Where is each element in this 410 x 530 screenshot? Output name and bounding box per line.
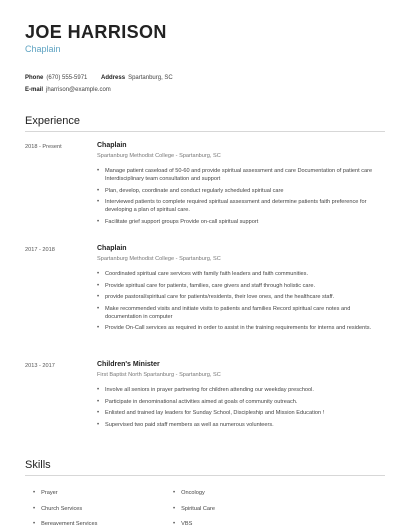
bullet-text: Interviewed patients to complete required spiritual assessment and determine patients faith preference for developing a plan of spiritual care. xyxy=(105,199,367,213)
email-value: jharrison@example.com xyxy=(46,87,111,93)
skill-text: VBS xyxy=(181,521,193,527)
bullet-text: Make recommended visits and initiate visits to patients and families Record spiritual care notes and documentation in computer xyxy=(105,305,351,320)
bullet-item xyxy=(97,324,387,332)
bullet-item xyxy=(97,293,387,301)
contact-line-2 xyxy=(25,87,111,93)
bullet-icon: • xyxy=(173,506,176,512)
bullet-icon: • xyxy=(97,305,100,312)
skill-text: Spiritual Care xyxy=(181,506,215,512)
skill-text: Church Services xyxy=(41,506,83,512)
bullet-item xyxy=(97,218,387,226)
bullet-icon: • xyxy=(173,521,176,527)
job-bullets xyxy=(97,167,387,229)
bullet-item xyxy=(97,270,387,278)
skills-heading: Skills xyxy=(25,459,51,471)
bullet-text: Provide spiritual care for patients, families, care givers and staff through holistic care. xyxy=(105,282,316,289)
phone-value: (670) 555-5971 xyxy=(46,75,88,81)
bullet-item xyxy=(97,386,387,394)
job-role: Chaplain xyxy=(97,142,127,149)
bullet-text: Manage patient caseload of 50-60 and provide spiritual assessment and care Documentation of patient care Interdisciplinary team consultation and support xyxy=(105,168,373,182)
bullet-icon: • xyxy=(173,490,176,496)
bullet-item xyxy=(97,198,387,214)
bullet-icon: • xyxy=(97,168,100,174)
skill-item xyxy=(33,521,97,527)
bullet-icon: • xyxy=(97,421,100,428)
bullet-icon: • xyxy=(97,218,100,225)
bullet-icon: • xyxy=(97,387,100,393)
bullet-text: provide pastoral/spiritual care for patients/residents, their love ones, and the healthcare staff. xyxy=(105,294,335,300)
bullet-icon: • xyxy=(33,490,36,496)
bullet-icon: • xyxy=(97,271,100,277)
bullet-item xyxy=(97,421,387,429)
bullet-icon: • xyxy=(97,282,100,289)
bullet-icon: • xyxy=(97,325,100,331)
bullet-item xyxy=(97,187,387,195)
bullet-text: Participate in denominational activities aimed at goals of community outreach. xyxy=(105,398,298,405)
job-dates: 2017 - 2018 xyxy=(25,247,55,253)
bullet-item xyxy=(97,282,387,290)
job-organization: Spartanburg Methodist College - Spartanburg, SC xyxy=(97,153,221,159)
phone-label: Phone xyxy=(25,75,44,81)
skill-item xyxy=(33,490,58,496)
job-dates: 2013 - 2017 xyxy=(25,363,55,369)
bullet-item xyxy=(97,398,387,406)
skill-item xyxy=(173,521,192,527)
job-role: Chaplain xyxy=(97,245,127,252)
candidate-name: JOE HARRISON xyxy=(25,22,167,42)
skill-text: Bereavement Services xyxy=(41,521,98,527)
experience-divider xyxy=(25,131,385,132)
bullet-item xyxy=(97,305,387,321)
job-dates: 2018 - Present xyxy=(25,144,62,150)
job-title: Chaplain xyxy=(25,44,61,54)
bullet-icon: • xyxy=(33,521,36,527)
bullet-icon: • xyxy=(97,410,100,416)
bullet-icon: • xyxy=(97,398,100,405)
bullet-icon: • xyxy=(97,187,100,194)
bullet-icon: • xyxy=(97,294,100,300)
skill-item xyxy=(173,506,215,512)
bullet-text: Plan, develop, coordinate and conduct regularly scheduled spiritual care xyxy=(105,187,284,194)
bullet-text: Enlisted and trained lay leaders for Sunday School, Discipleship and Mission Education ! xyxy=(105,410,325,416)
skill-item xyxy=(33,506,82,512)
skill-text: Prayer xyxy=(41,490,58,496)
bullet-item xyxy=(97,409,387,417)
job-organization: First Baptist North Spartanburg - Spartanburg, SC xyxy=(97,372,221,378)
experience-heading: Experience xyxy=(25,115,81,127)
bullet-text: Provide On-Call services as required in order to assist in the training requirements for interns and residents. xyxy=(105,325,372,331)
job-bullets xyxy=(97,386,387,432)
bullet-text: Involve all seniors in prayer partnering for children attending our weekday preschool. xyxy=(105,387,314,393)
bullet-text: Supervised two paid staff members as well as numerous volunteers. xyxy=(105,421,274,428)
bullet-icon: • xyxy=(33,506,36,512)
bullet-text: Facilitate grief support groups Provide on-call spiritual support xyxy=(105,218,259,225)
bullet-item xyxy=(97,167,387,183)
skill-text: Oncology xyxy=(181,490,205,496)
skill-item xyxy=(173,490,205,496)
job-bullets xyxy=(97,270,387,336)
address-value: Spartanburg, SC xyxy=(128,75,173,81)
bullet-text: Coordinated spiritual care services with family faith leaders and faith communities. xyxy=(105,271,309,277)
address-label: Address xyxy=(101,75,126,81)
email-label: E-mail xyxy=(25,87,44,93)
contact-line-1 xyxy=(25,75,173,81)
bullet-icon: • xyxy=(97,199,100,205)
skills-divider xyxy=(25,475,385,476)
job-role: Children's Minister xyxy=(97,361,160,368)
job-organization: Spartanburg Methodist College - Spartanburg, SC xyxy=(97,256,221,262)
